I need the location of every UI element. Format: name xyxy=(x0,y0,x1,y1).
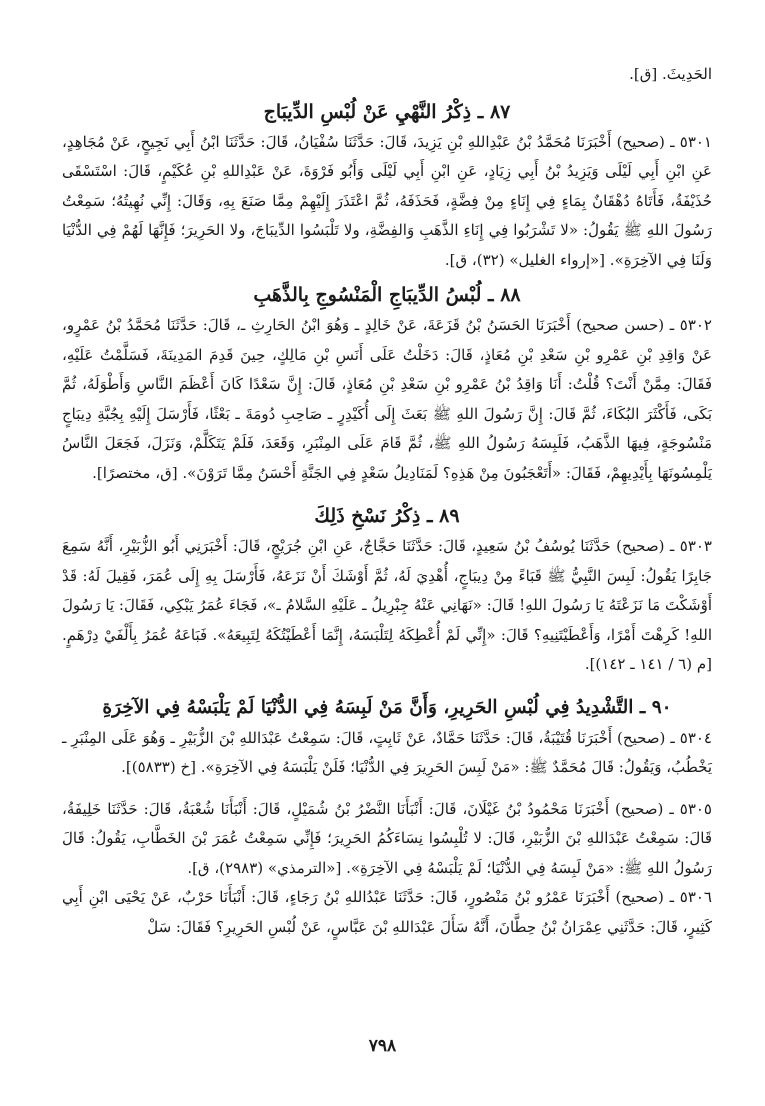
hadith-5303: ٥٣٠٣ ـ (صحيح) حَدَّثَنَا يُوسُفُ بْنُ سَعِيدٍ، قَالَ: حَدَّثَنَا حَجَّاجٌ، عَنِ ابْنِ جُرَيْجٍ، قَالَ: أَخْبَرَنِي أَبُو الزُّبَيْرِ، أَنَّهُ سَمِعَ جَابِرًا يَقُولُ: لَبِسَ النَّبِيُّ ﷺ قَبَاءً مِنْ دِيبَاجٍ، أُهْدِيَ لَهُ، ثُمَّ أَوْشَكَ أَنْ نَزَعَهُ، فَأَرْسَلَ بِهِ إِلَى عُمَرَ، فَقِيلَ لَهُ: قَدْ أَوْشَكْتَ مَا نَزَعْتَهُ يَا رَسُولَ اللهِ! قَالَ: «نَهَانِي عَنْهُ جِبْرِيلُ ـ عَلَيْهِ السَّلامُ ـ»، فَجَاءَ عُمَرُ يَبْكِي، فَقَالَ: يَا رَسُولَ اللهِ! كَرِهْتَ أَمْرًا، وَأَعْطَيْتَنِيهِ؟ قَالَ: «إِنِّي لَمْ أُعْطِكَهُ لِتَلْبَسَهُ، إِنَّمَا أَعْطَيْتُكَهُ لِتَبِيعَهُ». فَبَاعَهُ عُمَرُ بِأَلْفَيْ دِرْهَمٍ. [م (٦ / ١٤١ ـ ١٤٢)]. xyxy=(62,537,712,673)
heading-87: ٨٧ ـ ذِكْرُ النَّهْيِ عَنْ لُبْسِ الدِّيبَاج xyxy=(263,100,511,123)
page-body xyxy=(62,60,712,942)
hadith-5304: ٥٣٠٤ ـ (صحيح) أَخْبَرَنَا قُتَيْبَةُ، قَالَ: حَدَّثَنَا حَمَّادٌ، عَنْ ثَابِتٍ، قَالَ: سَمِعْتُ عَبْدَاللهِ بْنَ الزُّبَيْرِ ـ وَهُوَ عَلَى المِنْبَرِ ـ يَخْطُبُ، وَيَقُولُ: قَالَ مُحَمَّدٌ ﷺ: «مَنْ لَبِسَ الحَرِيرَ فِي الدُّنْيَا؛ فَلَنْ يَلْبَسَهُ فِي الآخِرَةِ». [خ (٥٨٣٣)]. xyxy=(62,728,712,776)
hadith-5302: ٥٣٠٢ ـ (حسن صحيح) أَخْبَرَنَا الحَسَنُ بْنُ قَزَعَةَ، عَنْ خَالِدٍ ـ وَهُوَ ابْنُ الحَارِثِ ـ، قَالَ: حَدَّثَنَا مُحَمَّدُ بْنُ عَمْرٍو، عَنْ وَاقِدِ بْنِ عَمْرِو بْنِ سَعْدِ بْنِ مُعَاذٍ، قَالَ: دَخَلْتُ عَلَى أَنَسِ بْنِ مَالِكٍ، حِينَ قَدِمَ المَدِينَةَ، فَسَلَّمْتُ عَلَيْهِ، فَقَالَ: مِمَّنْ أَنْتَ؟ قُلْتُ: أَنَا وَاقِدُ بْنُ عَمْرِو بْنِ سَعْدِ بْنِ مُعَاذٍ، قَالَ: إِنَّ سَعْدًا كَانَ أَعْظَمَ النَّاسِ وَأَطْوَلَهُ، ثُمَّ بَكَى، فَأَكْثَرَ البُكَاءَ، ثُمَّ قَالَ: إِنَّ رَسُولَ اللهِ ﷺ بَعَثَ إِلَى أُكَيْدِرٍ ـ صَاحِبِ دُومَةَ ـ بَعْثًا، فَأَرْسَلَ إِلَيْهِ بِجُبَّةِ دِيبَاجٍ مَنْسُوجَةٍ، فِيهَا الذَّهَبُ، فَلَبِسَهُ رَسُولُ اللهِ ﷺ، ثُمَّ قَامَ عَلَى المِنْبَرِ، وَقَعَدَ، فَلَمْ يَتَكَلَّمْ، وَنَزَلَ، فَجَعَلَ النَّاسُ يَلْمِسُونَهَا بِأَيْدِيهِمْ، فَقَالَ: «أَتَعْجَبُونَ مِنْ هَذِهِ؟ لَمَنَادِيلُ سَعْدٍ فِي الجَنَّةِ أَحْسَنُ مِمَّا تَرَوْنَ». [ق، مختصرًا]. xyxy=(62,316,712,482)
hadith-5301: ٥٣٠١ ـ (صحيح) أَخْبَرَنَا مُحَمَّدُ بْنُ عَبْدِاللهِ بْنِ يَزِيدَ، قَالَ: حَدَّثَنَا سُفْيَانُ، قَالَ: حَدَّثَنَا ابْنُ أَبِي نَجِيحٍ، عَنْ مُجَاهِدٍ، عَنِ ابْنِ أَبِي لَيْلَى وَيَزِيدُ بْنُ أَبِي زِيَادٍ، عَنِ ابْنِ أَبِي لَيْلَى وَأَبُو فَرْوَةَ، عَنْ عَبْدِاللهِ بْنِ عُكَيْمٍ، قَالَ: اسْتَسْقَى حُذَيْفَةُ، فَأَتَاهُ دُهْقَانٌ بِمَاءٍ فِي إِنَاءٍ مِنْ فِضَّةٍ، فَحَذَفَهُ، ثُمَّ اعْتَذَرَ إِلَيْهِمْ مِمَّا صَنَعَ بِهِ، وَقَالَ: إِنِّي نُهِيتُهُ؛ سَمِعْتُ رَسُولَ اللهِ ﷺ يَقُولُ: «لا تَشْرَبُوا فِي إِنَاءِ الذَّهَبِ وَالفِضَّةِ، ولا تَلْبَسُوا الدِّيبَاجَ، ولا الحَرِيرَ؛ فَإِنَّهَا لَهُمْ فِي الدُّنْيَا وَلَنَا فِي الآخِرَةِ». [«إرواء الغليل» (٣٢)، ق]. xyxy=(62,132,712,269)
hadith-5305: ٥٣٠٥ ـ (صحيح) أَخْبَرَنَا مَحْمُودُ بْنُ غَيْلَانَ، قَالَ: أَنْبَأَنَا النَّضْرُ بْنُ شُمَيْلٍ، قَالَ: أَنْبَأَنَا شُعْبَةُ، قَالَ: حَدَّثَنَا خَلِيفَةُ، قَالَ: سَمِعْتُ عَبْدَاللهِ بْنَ الزُّبَيْرِ، قَالَ: لا تُلْبِسُوا نِسَاءَكُمُ الحَرِيرَ؛ فَإِنِّي سَمِعْتُ عُمَرَ بْنَ الخَطَّابِ، يَقُولُ: قَالَ رَسُولُ اللهِ ﷺ: «مَنْ لَبِسَهُ فِي الدُّنْيَا؛ لَمْ يَلْبَسْهُ فِي الآخِرَةِ». [«الترمذي» (٢٩٨٣)، ق]. xyxy=(62,799,712,877)
heading-88: ٨٨ ـ لُبْسُ الدِّيبَاجِ الْمَنْسُوجِ بِالذَّهَبِ xyxy=(253,284,521,306)
heading-89: ٨٩ ـ ذِكْرُ نَسْخِ ذَلِكَ xyxy=(314,505,460,527)
heading-90: ٩٠ ـ التَّشْدِيدُ فِي لُبْسِ الحَرِيرِ، وَأَنَّ مَنْ لَبِسَهُ فِي الدُّنْيَا لَمْ يَلْبَسْهُ فِي الآخِرَةِ xyxy=(102,696,672,718)
continuation-text: الحَدِيثَ. [ق]. xyxy=(629,65,712,83)
hadith-5306: ٥٣٠٦ ـ (صحيح) أَخْبَرَنَا عَمْرُو بْنُ مَنْصُورٍ، قَالَ: حَدَّثَنَا عَبْدُاللهِ بْنُ رَجَاءٍ، قَالَ: أَنْبَأَنَا حَرْبٌ، عَنْ يَحْيَى ابْنِ أَبِي كَثِيرٍ، قَالَ: حَدَّثَنِي عِمْرَانُ بْنُ حِطَّانَ، أَنَّهُ سَأَلَ عَبْدَاللهِ بْنَ عَبَّاسٍ، عَنْ لُبْسِ الحَرِيرِ؟ فَقَالَ: سَلْ xyxy=(62,888,712,936)
page-number: ٧٩٨ xyxy=(368,1036,397,1056)
